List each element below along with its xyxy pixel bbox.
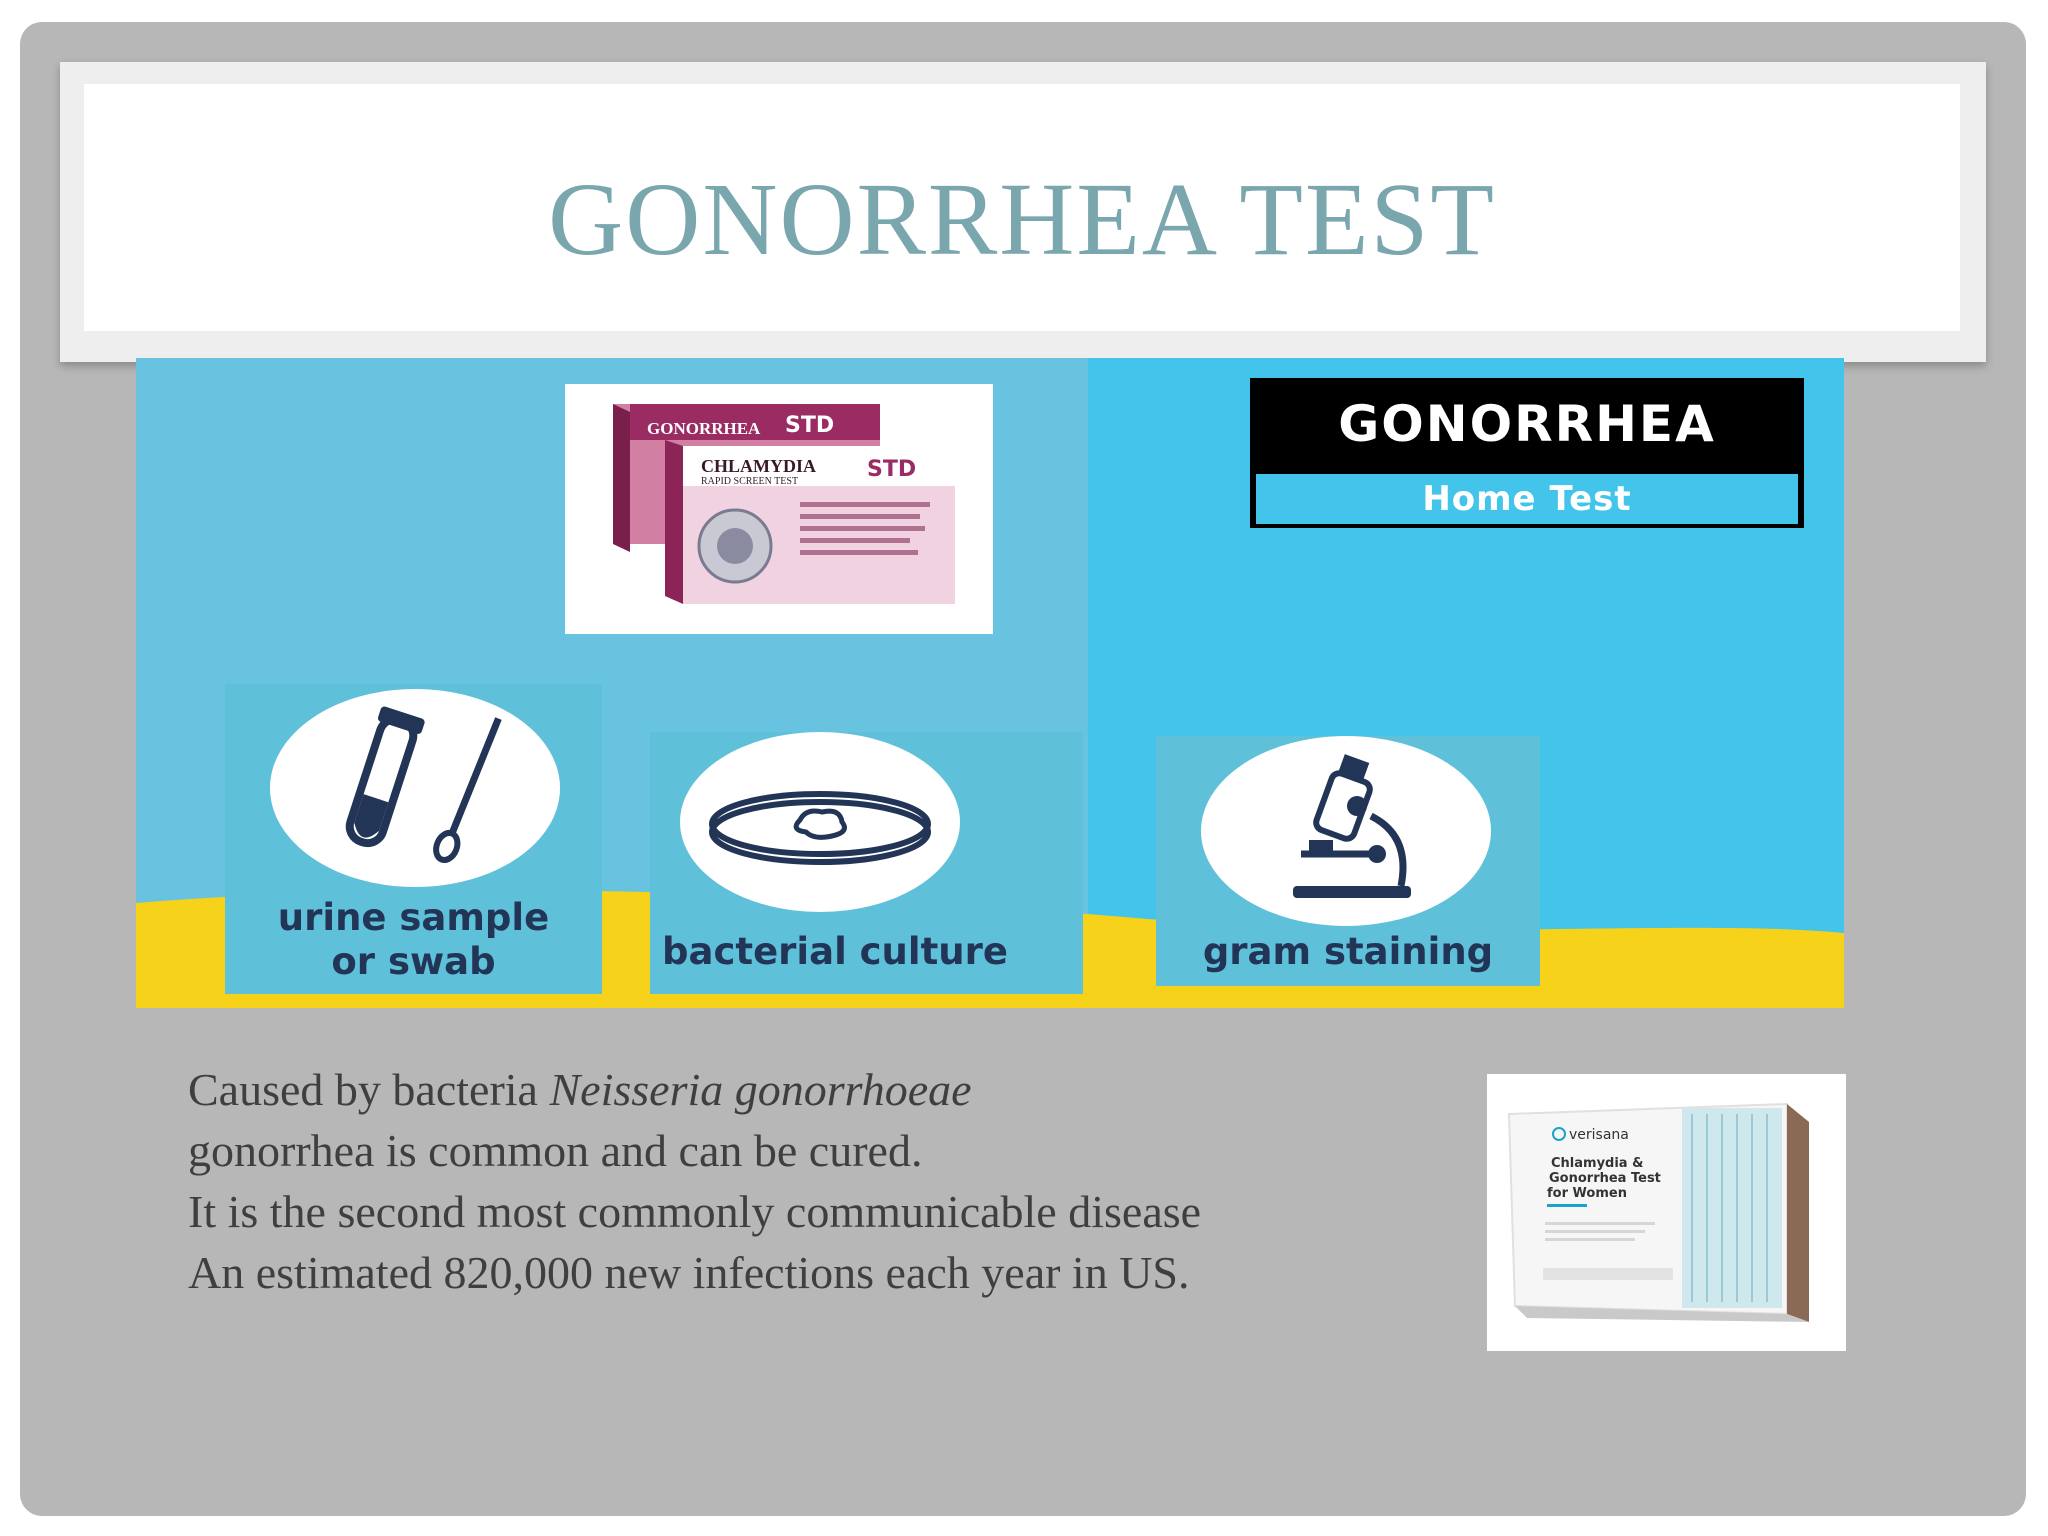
body-line-1-prefix: Caused by bacteria [188, 1064, 550, 1115]
bacterial-culture-card [650, 732, 1083, 994]
front-box-subtitle: RAPID SCREEN TEST [701, 476, 799, 487]
body-line-3: It is the second most commonly communicable disease [188, 1186, 1202, 1237]
home-test-subtitle: Home Test [1256, 474, 1798, 524]
front-box-title: CHLAMYDIA [701, 456, 816, 476]
bacterial-culture-label: bacterial culture [662, 930, 1008, 973]
petri-dish-icon [680, 732, 960, 912]
home-test-sign [1250, 378, 1804, 528]
back-box-title: GONORRHEA [647, 419, 761, 438]
home-test-title: GONORRHEA [1338, 395, 1716, 453]
back-box-brand: STD [785, 413, 835, 438]
urine-sample-label-line2: or swab [331, 940, 496, 983]
verisana-kit-image [1487, 1074, 1846, 1351]
rapid-test-product-image [565, 384, 993, 634]
slide-title: GONORRHEA TEST [548, 162, 1496, 277]
urine-sample-card [225, 684, 602, 994]
body-text [188, 1059, 1201, 1303]
urine-sample-oval [270, 689, 560, 887]
title-frame [60, 62, 1986, 362]
body-line-2: gonorrhea is common and can be cured. [188, 1125, 923, 1176]
body-line-4: An estimated 820,000 new infections each year in US. [188, 1247, 1190, 1298]
gram-staining-oval [1201, 736, 1491, 926]
slide [20, 22, 2026, 1516]
kit-title-line1: Chlamydia & [1551, 1156, 1644, 1171]
bacterial-culture-oval [680, 732, 960, 912]
urine-sample-label-line1: urine sample [277, 896, 550, 939]
gram-staining-card [1156, 736, 1540, 986]
microscope-icon [1201, 736, 1491, 926]
gram-staining-label: gram staining [1202, 930, 1494, 973]
test-tube-swab-icon [270, 689, 560, 887]
front-box-brand: STD [867, 457, 917, 482]
kit-title-line2: Gonorrhea Test [1549, 1171, 1661, 1186]
kit-brand: verisana [1569, 1127, 1629, 1143]
species-name: Neisseria gonorrhoeae [549, 1064, 972, 1115]
kit-title-line3: for Women [1547, 1186, 1627, 1201]
title-box [84, 84, 1960, 331]
test-methods-banner [136, 358, 1844, 1008]
body-line-1 [188, 1059, 1201, 1120]
